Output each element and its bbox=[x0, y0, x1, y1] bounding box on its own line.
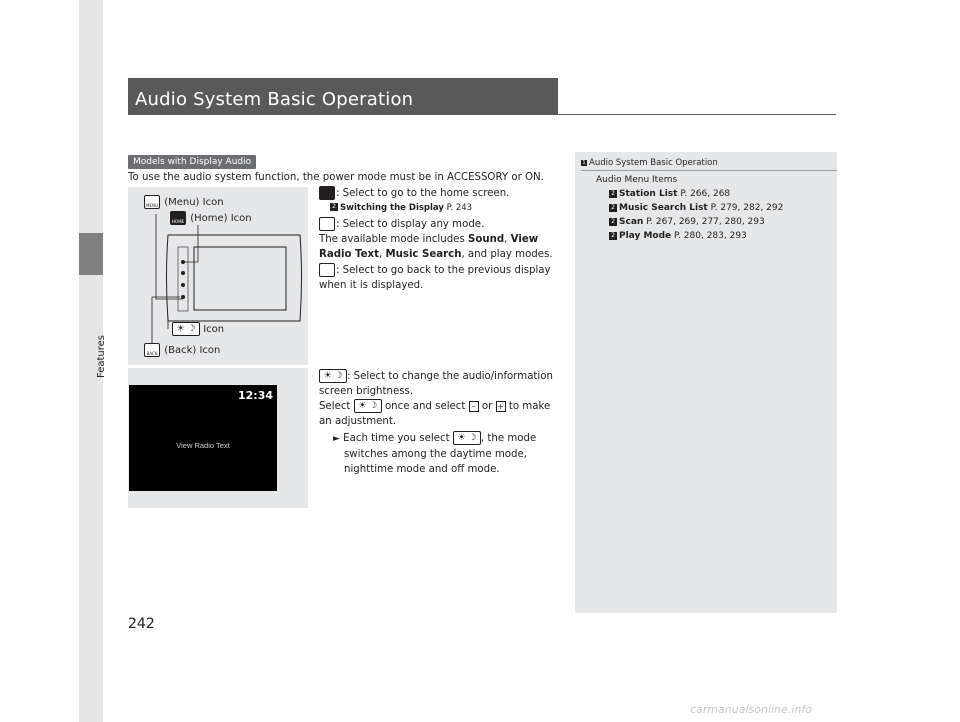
mode-cycle-note: ► Each time you select ☀ ☽ , the mode switches among the daytime mode, nighttime mode and off mode. bbox=[333, 433, 537, 475]
home-icon: HOME bbox=[170, 211, 186, 225]
bullet-arrow-icon: ► bbox=[333, 434, 340, 444]
side-note-ref[interactable]: 2 Play Mode P. 280, 283, 293 bbox=[609, 231, 747, 241]
side-note-ref[interactable]: 2 Music Search List P. 279, 282, 292 bbox=[609, 203, 783, 213]
brightness-icon: ☀ ☽ bbox=[172, 322, 200, 336]
menu-icon: MENU bbox=[144, 195, 160, 209]
plus-icon: + bbox=[497, 401, 504, 411]
intro-text: To use the audio system function, the power mode must be in ACCESSORY or ON. bbox=[128, 172, 544, 183]
side-note-rule bbox=[581, 170, 837, 171]
brightness-callout bbox=[172, 322, 224, 336]
minus-icon: – bbox=[469, 401, 479, 412]
back-icon: BACK bbox=[144, 343, 160, 357]
watermark: carmanualsonline.info bbox=[690, 703, 812, 716]
side-note-subtitle: Audio Menu Items bbox=[596, 175, 678, 185]
brightness-description: ☀ ☽ : Select to change the audio/information screen brightness. Select ☀ ☽ once and select – or + to make an adjustment. bbox=[319, 371, 553, 427]
diagram-panel bbox=[128, 187, 308, 365]
unit-screen bbox=[194, 247, 286, 310]
menu-callout bbox=[144, 195, 224, 209]
sidebar-tab bbox=[79, 233, 103, 275]
page-number: 242 bbox=[128, 616, 155, 632]
side-note-ref[interactable]: 2 Station List P. 266, 268 bbox=[609, 189, 730, 199]
side-note-title: 1 Audio System Basic Operation bbox=[582, 158, 718, 168]
reference-arrow-icon: 2 bbox=[330, 203, 338, 211]
modes-description: The available mode includes Sound, View Radio Text, Music Search, and play modes. bbox=[319, 234, 553, 260]
reference-arrow-icon: 2 bbox=[609, 190, 617, 198]
brightness-callout-label: Icon bbox=[203, 324, 225, 335]
brightness-icon-inline-2: ☀ ☽ bbox=[354, 399, 382, 413]
page-title: Audio System Basic Operation bbox=[135, 89, 414, 110]
title-rule bbox=[558, 114, 836, 115]
brightness-icon-inline-3: ☀ ☽ bbox=[453, 431, 481, 445]
menu-icon-inline bbox=[319, 217, 335, 231]
display-screen bbox=[129, 385, 277, 491]
reference-arrow-icon: 2 bbox=[609, 218, 617, 226]
sidebar-label: Features bbox=[96, 335, 107, 378]
home-ref[interactable]: 2 Switching the Display P. 243 bbox=[330, 200, 472, 216]
note-marker-icon: 1 bbox=[582, 159, 586, 166]
back-callout-label: (Back) Icon bbox=[164, 345, 221, 356]
side-note-ref[interactable]: 2 Scan P. 267, 269, 277, 280, 293 bbox=[609, 217, 765, 227]
menu-description: : Select to display any mode. bbox=[319, 217, 564, 232]
reference-arrow-icon: 2 bbox=[609, 232, 617, 240]
back-description: : Select to go back to the previous display when it is displayed. bbox=[319, 265, 551, 291]
screen-radio-text: View Radio Text bbox=[176, 441, 230, 450]
menu-callout-label: (Menu) Icon bbox=[164, 197, 224, 208]
back-icon-inline bbox=[319, 263, 335, 277]
home-icon-inline bbox=[319, 186, 335, 200]
home-description: : Select to go to the home screen. bbox=[319, 186, 564, 201]
screen-clock: 12:34 bbox=[237, 389, 273, 402]
home-callout bbox=[170, 211, 252, 225]
brightness-icon-inline: ☀ ☽ bbox=[319, 369, 347, 383]
reference-arrow-icon: 2 bbox=[609, 204, 617, 212]
models-tag: Models with Display Audio bbox=[128, 155, 256, 169]
back-callout bbox=[144, 343, 220, 357]
home-callout-label: (Home) Icon bbox=[190, 213, 252, 224]
